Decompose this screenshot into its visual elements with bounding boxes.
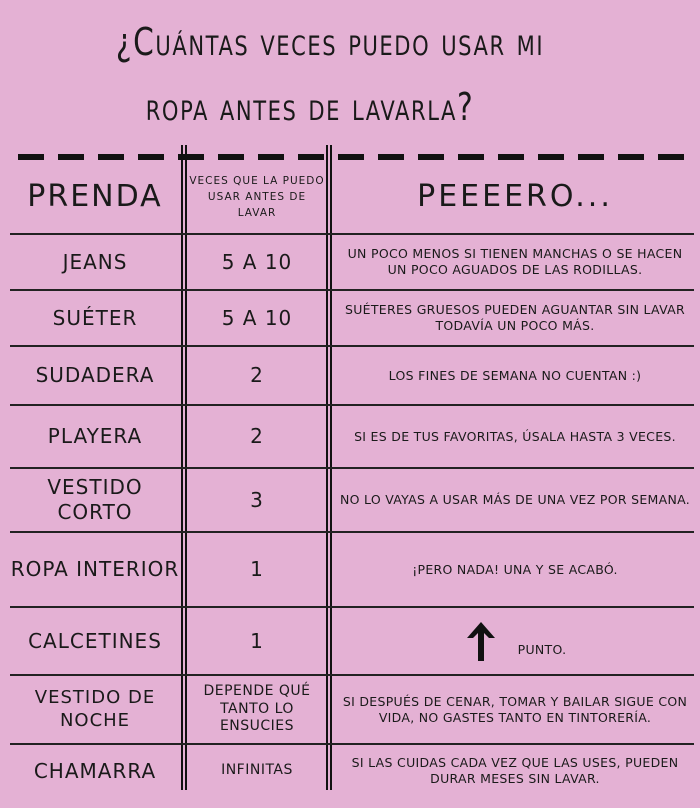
note-cell: UN POCO MENOS SI TIENEN MANCHAS O SE HACEN UN POCO AGUADOS DE LAS RODILLAS. bbox=[347, 246, 683, 277]
header-but: PEEEERO... bbox=[417, 179, 613, 215]
garment-cell: CALCETINES bbox=[28, 628, 162, 653]
title-line-2: ropa antes de lavarla? bbox=[145, 85, 475, 129]
times-cell: 3 bbox=[250, 487, 264, 512]
times-cell: DEPENDE QUÉ TANTO LO ENSUCIES bbox=[203, 683, 311, 735]
note-cell: NO LO VAYAS A USAR MÁS DE UNA VEZ POR SEMANA. bbox=[339, 492, 691, 508]
note-cell: SUÉTERES GRUESOS PUEDEN AGUANTAR SIN LAVAR TODAVÍA UN POCO MÁS. bbox=[344, 302, 686, 333]
note-cell: ¡PERO NADA! UNA Y SE ACABÓ. bbox=[412, 561, 618, 577]
punto-text: PUNTO. bbox=[517, 642, 567, 658]
note-cell: SI DESPUÉS DE CENAR, TOMAR Y BAILAR SIGUE CON VIDA, NO GASTES TANTO EN TINTORERÍA. bbox=[342, 693, 688, 725]
header-garment: PRENDA bbox=[27, 179, 163, 215]
title-line-1: ¿Cuántas veces puedo usar mi bbox=[115, 20, 545, 64]
garment-cell: PLAYERA bbox=[47, 424, 143, 448]
note-cell: SI LAS CUIDAS CADA VEZ QUE LAS USES, PUEDEN DURAR MESES SIN LAVAR. bbox=[351, 755, 679, 786]
times-cell: 2 bbox=[250, 424, 264, 448]
garment-cell: CHAMARRA bbox=[33, 758, 157, 783]
times-cell: 1 bbox=[250, 557, 264, 581]
dashed-divider bbox=[18, 154, 688, 160]
note-cell: LOS FINES DE SEMANA NO CUENTAN :) bbox=[388, 367, 642, 383]
times-cell: 5 A 10 bbox=[221, 249, 293, 274]
times-cell: 1 bbox=[250, 628, 264, 653]
times-cell: 2 bbox=[250, 363, 264, 387]
header-times: VECES QUE LA PUEDO USAR ANTES DE LAVAR bbox=[189, 174, 325, 220]
garment-cell: SUÉTER bbox=[52, 305, 138, 330]
garment-cell: SUDADERA bbox=[35, 363, 155, 387]
garment-cell: JEANS bbox=[62, 249, 128, 274]
note-cell-punto bbox=[336, 608, 694, 674]
garment-cell: VESTIDO CORTO bbox=[47, 475, 143, 524]
garment-cell: VESTIDO DE NOCHE bbox=[34, 687, 156, 731]
arrow-up-icon bbox=[464, 619, 498, 663]
times-cell: INFINITAS bbox=[221, 762, 293, 779]
garment-cell: ROPA INTERIOR bbox=[10, 557, 180, 581]
note-cell: SI ES DE TUS FAVORITAS, ÚSALA HASTA 3 VECES. bbox=[354, 428, 676, 444]
times-cell: 5 A 10 bbox=[221, 305, 293, 330]
